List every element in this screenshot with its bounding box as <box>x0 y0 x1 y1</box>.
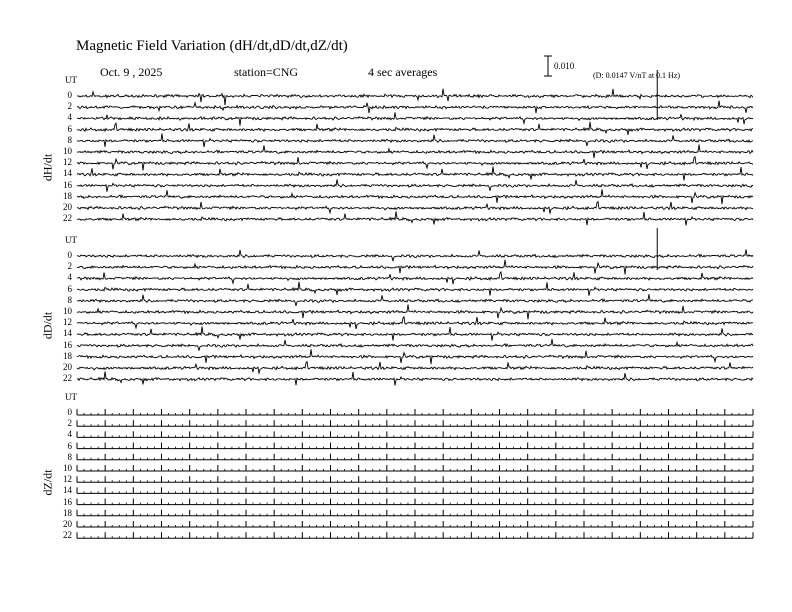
ut-label: UT <box>65 75 77 85</box>
scale-note: (D: 0.0147 V/nT at 0.1 Hz) <box>593 71 681 80</box>
trace-line <box>77 294 753 306</box>
trace-line <box>77 145 753 159</box>
hour-label: 20 <box>63 362 72 372</box>
trace-line <box>77 272 753 284</box>
averaging-label: 4 sec averages <box>368 65 438 79</box>
scale-value: 0.010 <box>554 61 575 71</box>
hour-label: 16 <box>63 339 72 350</box>
trace-line <box>77 157 753 171</box>
hour-label: 22 <box>63 373 72 384</box>
scale-bar <box>544 56 552 76</box>
trace-line <box>77 202 753 214</box>
hour-label: 22 <box>63 530 72 541</box>
trace-line <box>77 112 753 125</box>
ut-label: UT <box>65 392 77 402</box>
hour-label: 4 <box>67 429 72 440</box>
trace-line <box>77 167 753 181</box>
trace-line <box>77 249 753 261</box>
hour-label: 6 <box>67 123 72 134</box>
hour-label: 8 <box>67 134 72 145</box>
y-axis-label: dH/dt <box>40 153 55 182</box>
station-label: station=CNG <box>234 65 299 79</box>
hour-label: 14 <box>63 328 72 339</box>
hour-label: 14 <box>63 168 72 179</box>
trace-line <box>77 317 753 329</box>
hour-label: 0 <box>67 250 72 260</box>
hour-label: 8 <box>67 294 72 305</box>
y-axis-label: dZ/dt <box>40 469 55 496</box>
hour-label: 14 <box>63 485 72 496</box>
panel-dD-dt <box>77 228 753 385</box>
trace-line <box>77 305 753 320</box>
panel-dH-dt <box>77 70 753 225</box>
hour-label: 0 <box>67 407 72 417</box>
trace-line <box>77 327 753 341</box>
hour-label: 10 <box>63 146 72 156</box>
hour-label: 2 <box>67 261 72 272</box>
hour-label: 2 <box>67 101 72 112</box>
trace-line <box>77 189 753 204</box>
hour-label: 6 <box>67 283 72 294</box>
trace-line <box>77 134 753 148</box>
hour-label: 12 <box>63 474 72 485</box>
hour-label: 4 <box>67 112 72 123</box>
trace-line <box>77 362 753 374</box>
trace-line <box>77 211 753 225</box>
hour-label: 18 <box>63 507 72 518</box>
hour-label: 2 <box>67 418 72 429</box>
trace-line <box>77 260 753 275</box>
trace-line <box>77 180 753 192</box>
trace-line <box>77 282 753 296</box>
hour-label: 12 <box>63 317 72 328</box>
trace-line <box>77 89 753 106</box>
hour-label: 18 <box>63 190 72 201</box>
chart-title: Magnetic Field Variation (dH/dt,dD/dt,dZ/dt) <box>76 38 348 54</box>
hour-label: 10 <box>63 463 72 473</box>
hour-label: 18 <box>63 350 72 361</box>
trace-line <box>77 371 753 385</box>
panel-dZ-dt <box>77 409 753 538</box>
hour-label: 12 <box>63 157 72 168</box>
trace-line <box>77 122 753 135</box>
hour-label: 0 <box>67 90 72 100</box>
trace-line <box>77 339 753 351</box>
hour-label: 20 <box>63 202 72 212</box>
trace-line <box>77 349 753 364</box>
y-axis-label: dD/dt <box>40 311 55 340</box>
hour-label: 20 <box>63 519 72 529</box>
hour-label: 16 <box>63 496 72 507</box>
ut-label: UT <box>65 235 77 245</box>
hour-label: 16 <box>63 179 72 190</box>
hour-label: 4 <box>67 272 72 283</box>
trace-line <box>77 101 753 114</box>
hour-label: 10 <box>63 306 72 316</box>
hour-label: 22 <box>63 213 72 224</box>
hour-label: 6 <box>67 440 72 451</box>
date-label: Oct. 9 , 2025 <box>100 65 163 79</box>
hour-label: 8 <box>67 451 72 462</box>
